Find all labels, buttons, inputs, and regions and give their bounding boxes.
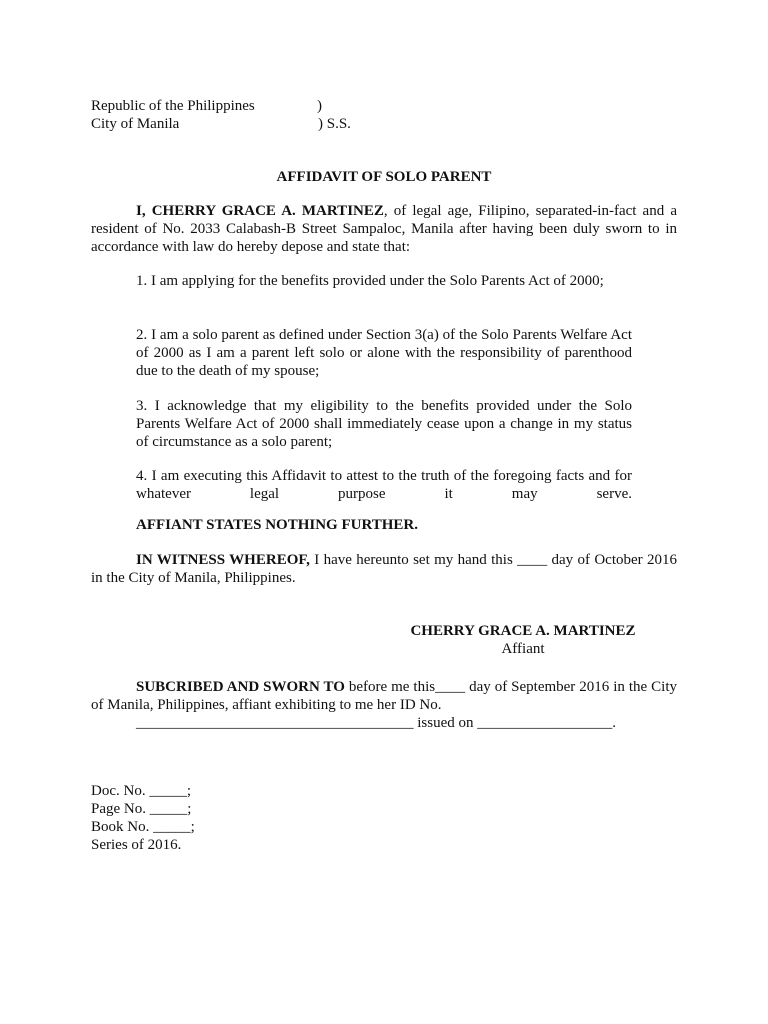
- venue-city-paren: ) S.S.: [318, 116, 351, 132]
- witness-rest: I have hereunto set my hand this ____ day of October 2016 in the City of Manila, Philippines.: [91, 552, 677, 586]
- page-no: Page No. _____;: [91, 801, 192, 817]
- affiant-states-nothing-further: AFFIANT STATES NOTHING FURTHER.: [136, 517, 419, 533]
- intro-paragraph: [91, 202, 677, 256]
- jurat-id-line: _____________________________________ issued on __________________.: [136, 715, 616, 731]
- book-no: Book No. _____;: [91, 819, 195, 835]
- series-year: Series of 2016.: [91, 837, 182, 853]
- doc-no: Doc. No. _____;: [91, 783, 191, 799]
- intro-lead: I,: [136, 203, 152, 219]
- signer-role: Affiant: [501, 641, 545, 657]
- jurat-rest: before me this____ day of September 2016 in the City of Manila, Philippines, affiant exhibiting to me her ID No.: [91, 679, 678, 713]
- venue-country-line: [91, 97, 391, 115]
- jurat-paragraph: [91, 678, 677, 732]
- statement-item-2: 2. I am a solo parent as defined under Section 3(a) of the Solo Parents Welfare Act of 2000 as I am a parent left solo or alone with the responsibility of parenthood due to the death of my spouse;: [136, 327, 632, 379]
- venue-country: Republic of the Philippines: [91, 98, 255, 114]
- venue-block: [91, 97, 391, 133]
- signature-block: [330, 622, 716, 658]
- signer-name: CHERRY GRACE A. MARTINEZ: [410, 623, 636, 639]
- notarial-register-block: [91, 782, 195, 854]
- witness-paragraph: [91, 551, 677, 587]
- statement-item-1: 1. I am applying for the benefits provided under the Solo Parents Act of 2000;: [136, 273, 604, 289]
- statement-item-3: 3. I acknowledge that my eligibility to the benefits provided under the Solo Parents Welfare Act of 2000 shall immediately cease upon a change in my status of circumstance as a solo parent;: [136, 398, 632, 450]
- statement-item-4: 4. I am executing this Affidavit to attest to the truth of the foregoing facts and for whatever legal purpose it may serve.: [136, 468, 632, 502]
- intro-rest: , of legal age, Filipino, separated-in-fact and a resident of No. 2033 Calabash-B Street Sampaloc, Manila after having been duly sworn to in accordance with law do hereby depose and state that:: [91, 203, 677, 255]
- document-title: AFFIDAVIT OF SOLO PARENT: [276, 169, 492, 185]
- venue-country-paren: ): [317, 98, 322, 114]
- venue-city: City of Manila: [91, 116, 180, 132]
- witness-lead: IN WITNESS WHEREOF,: [136, 552, 310, 568]
- jurat-lead: SUBCRIBED AND SWORN TO: [136, 679, 345, 695]
- venue-city-line: [91, 115, 391, 133]
- affiant-name-inline: CHERRY GRACE A. MARTINEZ: [151, 203, 384, 219]
